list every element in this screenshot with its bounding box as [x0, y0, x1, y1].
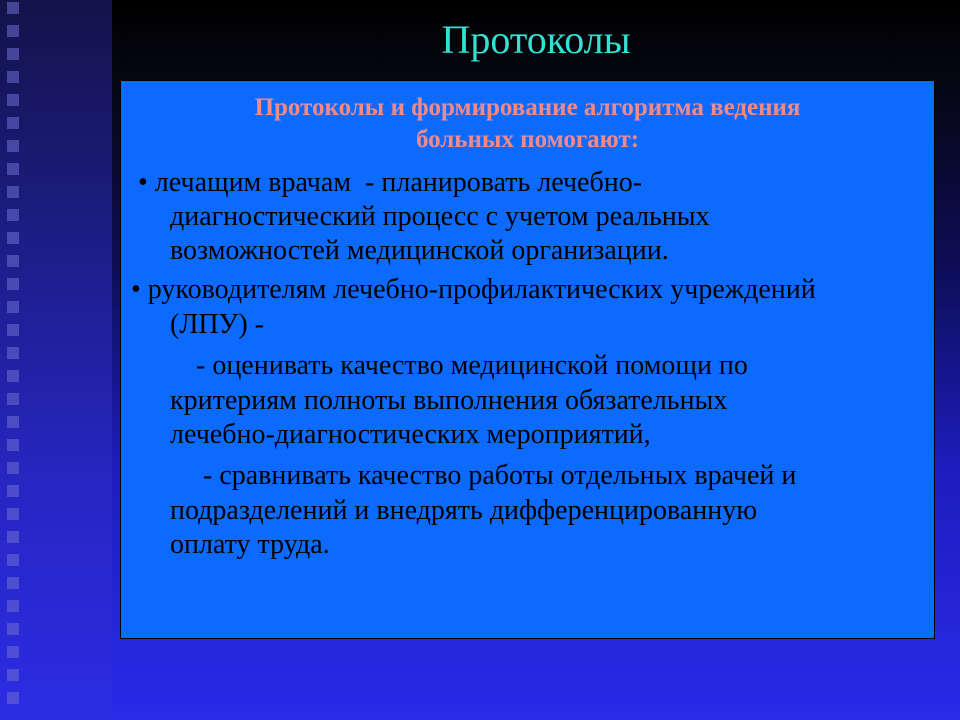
sub-item-2-line-2: подразделений и внедрять дифференцированную	[170, 495, 758, 526]
sub-item-1-line-2: критериям полноты выполнения обязательных	[170, 385, 728, 416]
bullet-1-line-2: диагностический процесс с учетом реальных	[170, 201, 710, 232]
left-decorative-strip	[0, 0, 112, 720]
bullet-2-line-2: (ЛПУ) -	[170, 309, 265, 340]
bullet-2-line-1: • руководителям лечебно-профилактических учреждений	[131, 274, 816, 305]
heading-line-1: Протоколы и формирование алгоритма ведения	[254, 94, 801, 121]
sub-item-1-line-1: - оценивать качество медицинской помощи по	[196, 350, 748, 381]
slide-title: Протоколы	[441, 17, 631, 62]
sub-item-1-line-3: лечебно-диагностических мероприятий,	[170, 419, 651, 450]
content-box	[120, 80, 935, 639]
bullet-1-line-3: возможностей медицинской организации.	[170, 235, 669, 266]
sub-item-2-line-1: - сравнивать качество работы отдельных врачей и	[203, 460, 797, 491]
bullet-1-line-1: • лечащим врачам - планировать лечебно-	[138, 167, 643, 198]
decorative-square-column	[7, 2, 23, 715]
sub-item-2-line-3: оплату труда.	[170, 529, 330, 560]
content-heading	[121, 92, 934, 156]
heading-line-2: больных помогают:	[415, 126, 640, 153]
